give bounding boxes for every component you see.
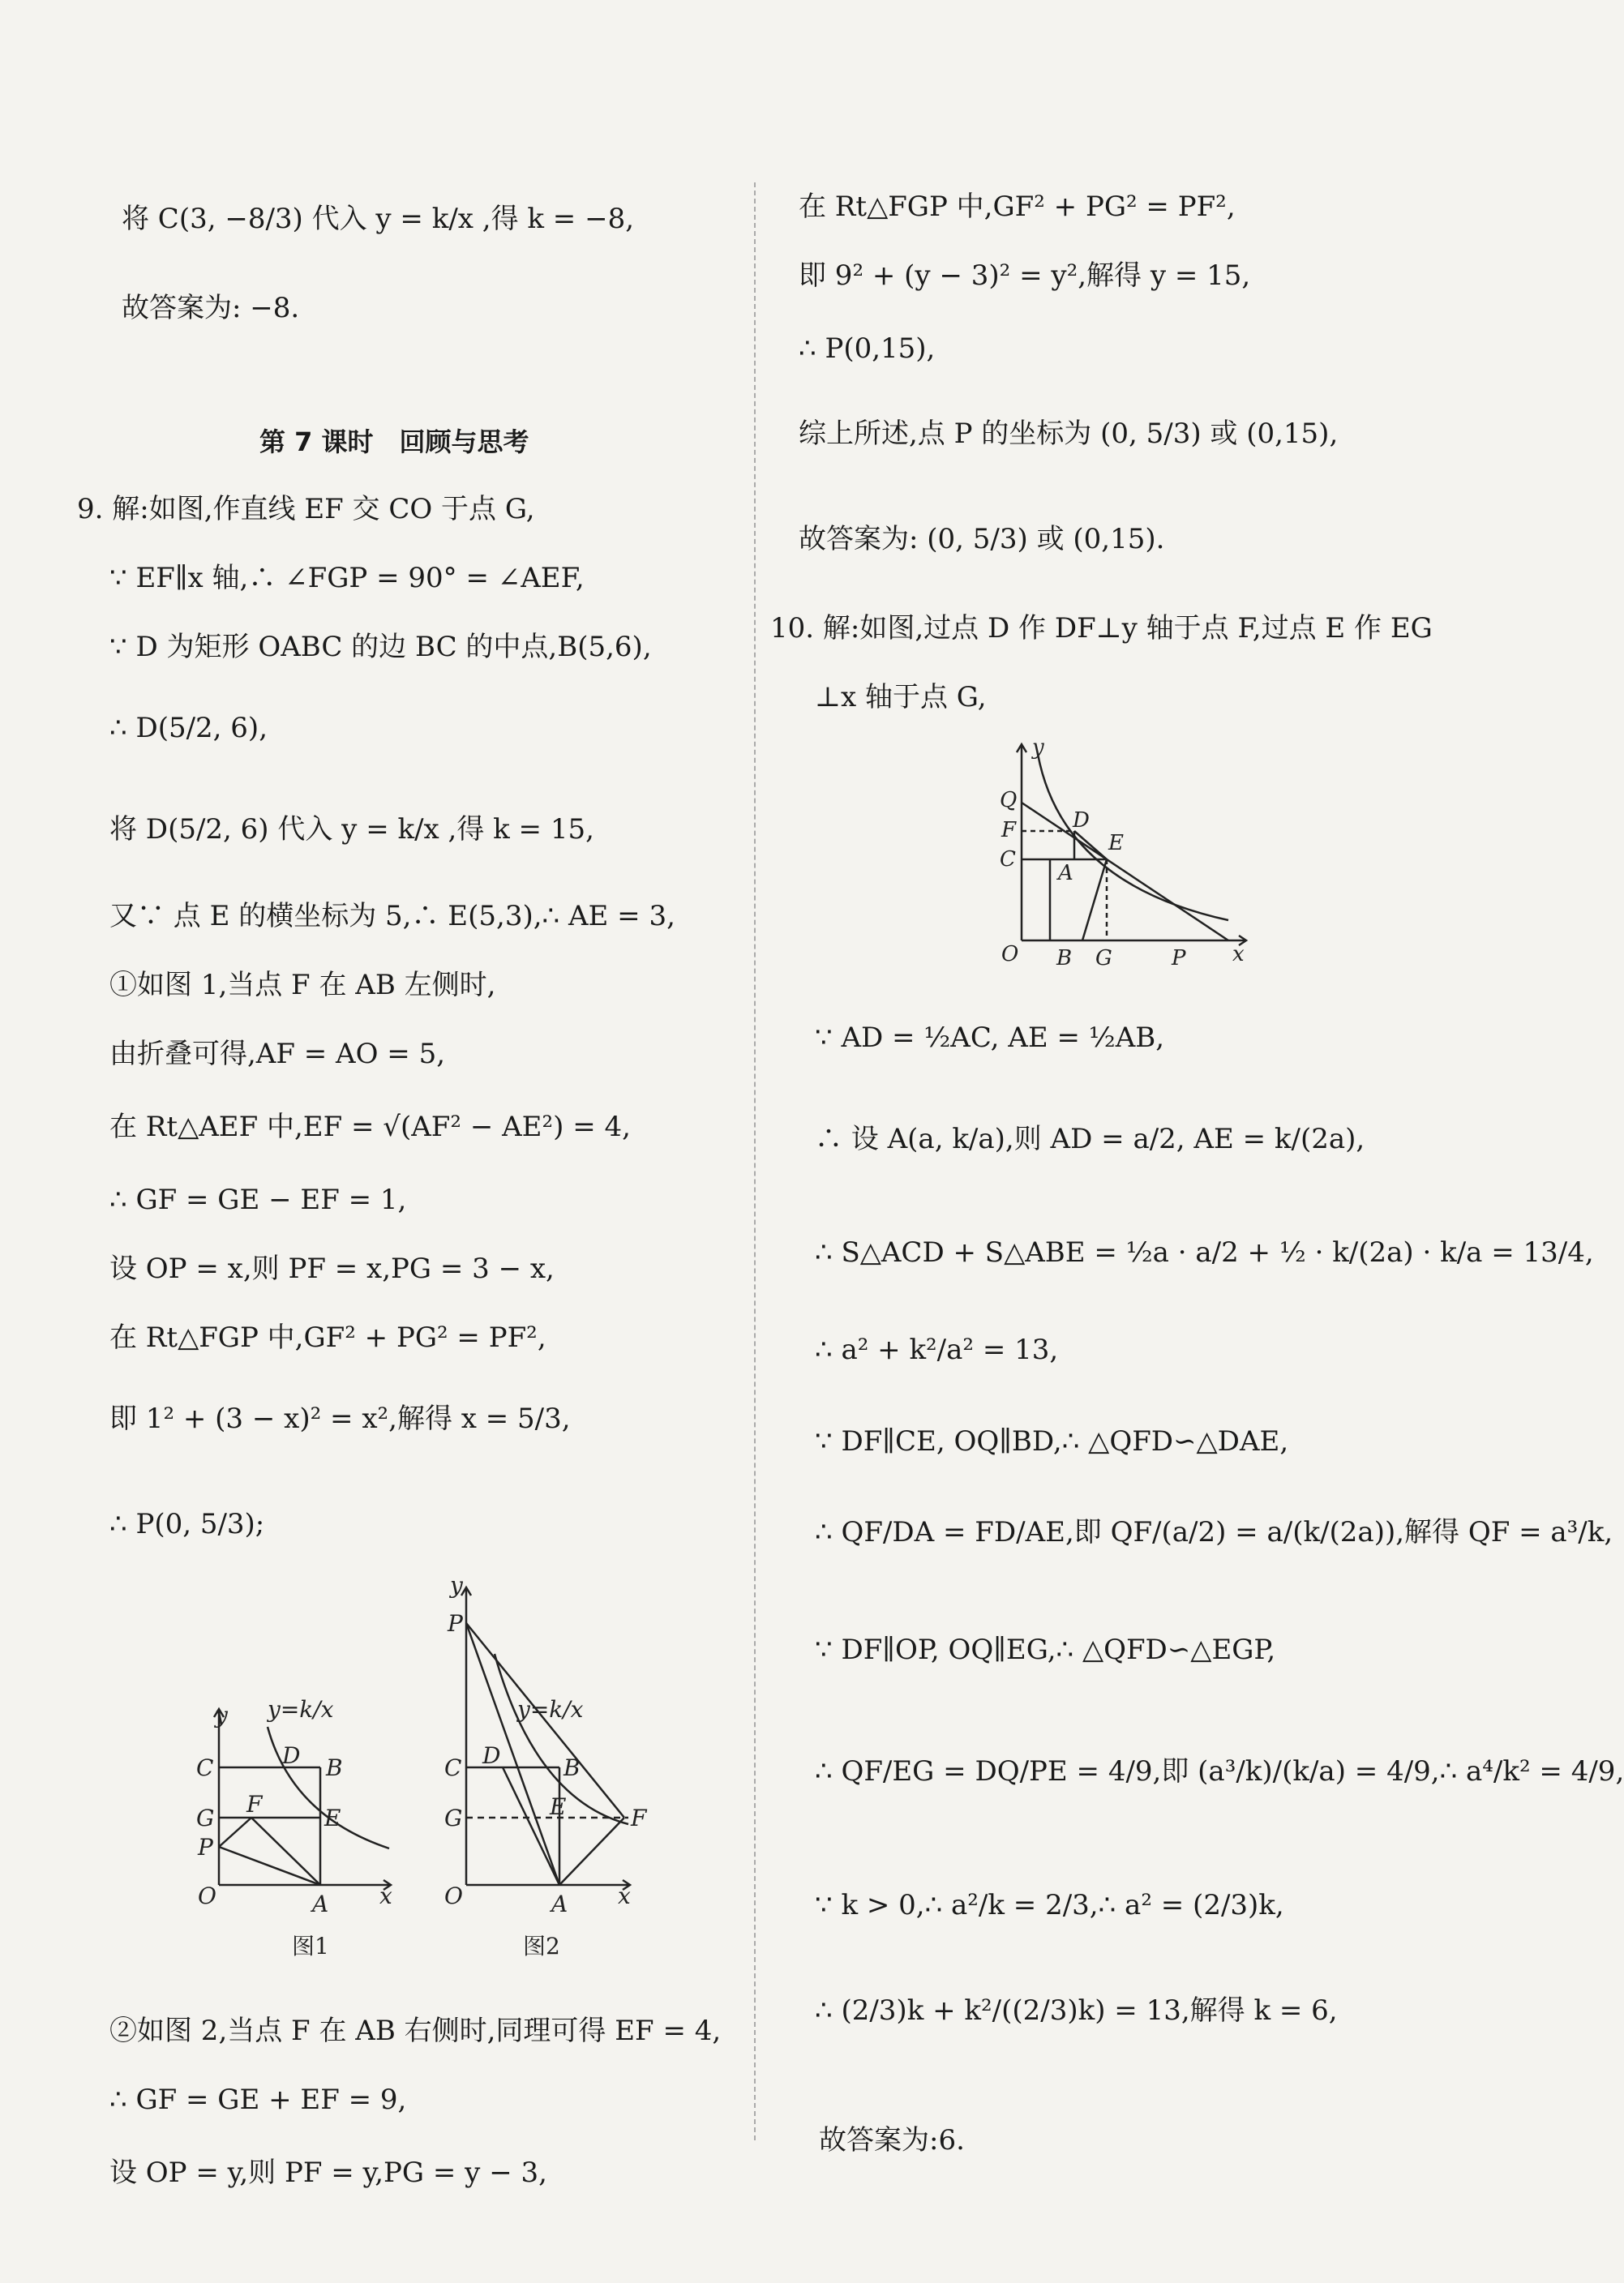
fig1-label: E xyxy=(324,1805,341,1831)
text-line: 在 Rt△FGP 中,GF² + PG² = PF², xyxy=(799,191,1236,223)
fig2-label: C xyxy=(444,1754,462,1781)
text-line: ∴ P(0,15), xyxy=(799,332,936,365)
fig3-label: P xyxy=(1172,946,1186,970)
fig3-label: G xyxy=(1095,946,1112,970)
fig3-label: A xyxy=(1058,861,1073,885)
text-line: 在 Rt△AEF 中,EF = √(AF² − AE²) = 4, xyxy=(109,1111,631,1143)
text-line: ∴ P(0, 5/3); xyxy=(109,1508,265,1540)
fig2-label: D xyxy=(482,1742,501,1769)
text-line: 又∵ 点 E 的横坐标为 5,∴ E(5,3),∴ AE = 3, xyxy=(109,900,675,932)
fig3-label: Q xyxy=(1000,788,1018,812)
fig1-label: P xyxy=(198,1834,213,1861)
text-line: 9. 解:如图,作直线 EF 交 CO 于点 G, xyxy=(77,493,535,525)
fig1-label: D xyxy=(282,1742,301,1769)
text-line: 10. 解:如图,过点 D 作 DF⊥y 轴于点 F,过点 E 作 EG xyxy=(770,612,1433,645)
fig2-label: E xyxy=(550,1793,567,1820)
text-line: ∴ GF = GE − EF = 1, xyxy=(109,1184,407,1216)
text-line: 在 Rt△FGP 中,GF² + PG² = PF², xyxy=(109,1321,546,1354)
text-line: ∴ 设 A(a, k/a),则 AD = a/2, AE = k/(2a), xyxy=(815,1123,1365,1155)
text-line: ①如图 1,当点 F 在 AB 左侧时, xyxy=(109,969,496,1001)
fig1-label: x xyxy=(379,1883,392,1909)
fig3-label: F xyxy=(1001,818,1017,842)
fig2-label: A xyxy=(551,1891,568,1917)
text-line: ∵ DF∥OP, OQ∥EG,∴ △QFD∽△EGP, xyxy=(815,1634,1276,1666)
fig3-label: D xyxy=(1073,808,1090,833)
fig1-label: y xyxy=(215,1702,228,1728)
text-line: 故答案为:6. xyxy=(819,2124,965,2157)
text-line: 故答案为: (0, 5/3) 或 (0,15). xyxy=(799,523,1165,555)
text-line: 故答案为: −8. xyxy=(122,292,300,324)
fig2-label: P xyxy=(448,1610,463,1637)
fig2-label: F xyxy=(631,1805,647,1831)
column-divider xyxy=(754,182,756,2140)
text-line: 即 1² + (3 − x)² = x²,解得 x = 5/3, xyxy=(109,1403,571,1435)
text-line: 设 OP = x,则 PF = x,PG = 3 − x, xyxy=(109,1253,555,1285)
fig2-label: y=k/x xyxy=(517,1696,584,1723)
text-line: ∴ a² + k²/a² = 13, xyxy=(815,1334,1059,1366)
fig2-label: B xyxy=(563,1754,581,1781)
fig3-label: B xyxy=(1056,946,1073,970)
text-line: ∵ AD = ½AC, AE = ½AB, xyxy=(815,1022,1165,1054)
fig1-label: F xyxy=(246,1791,263,1818)
text-line: ∵ EF∥x 轴,∴ ∠FGP = 90° = ∠AEF, xyxy=(109,562,585,594)
text-line: ∴ S△ACD + S△ABE = ½a · a/2 + ½ · k/(2a) · k/a = 13/4, xyxy=(815,1236,1594,1269)
fig2-label: x xyxy=(618,1883,631,1909)
fig3-label: x xyxy=(1232,942,1245,966)
fig1-label: C xyxy=(196,1754,214,1781)
text-line: ⊥x 轴于点 G, xyxy=(815,681,987,713)
fig2-label: G xyxy=(444,1805,463,1831)
text-line: 由折叠可得,AF = AO = 5, xyxy=(109,1038,446,1070)
fig1-label: G xyxy=(196,1805,215,1831)
fig1-label: B xyxy=(326,1754,343,1781)
fig1-label: y=k/x xyxy=(268,1696,334,1723)
figures-1-2 xyxy=(186,1573,673,1970)
text-line: ∴ GF = GE + EF = 9, xyxy=(109,2084,407,2116)
text-line: ∴ QF/DA = FD/AE,即 QF/(a/2) = a/(k/(2a)),解得 QF = a³/k, xyxy=(815,1516,1613,1548)
section-title: 第 7 课时 回顾与思考 xyxy=(259,426,529,457)
fig3-label: O xyxy=(1001,942,1019,966)
text-line: ∴ QF/EG = DQ/PE = 4/9,即 (a³/k)/(k/a) = 4/9,∴ a⁴/k² = 4/9, xyxy=(815,1755,1624,1788)
text-line: 综上所述,点 P 的坐标为 (0, 5/3) 或 (0,15), xyxy=(799,418,1339,450)
text-line: 即 9² + (y − 3)² = y²,解得 y = 15, xyxy=(799,259,1251,292)
fig1-label: A xyxy=(312,1891,329,1917)
fig3-label: C xyxy=(1000,847,1016,872)
figure-10 xyxy=(985,735,1261,973)
text-line: ∵ DF∥CE, OQ∥BD,∴ △QFD∽△DAE, xyxy=(815,1425,1289,1458)
text-line: ∴ (2/3)k + k²/((2/3)k) = 13,解得 k = 6, xyxy=(815,1994,1338,2027)
text-line: ∵ D 为矩形 OABC 的边 BC 的中点,B(5,6), xyxy=(109,631,652,663)
fig3-label: E xyxy=(1108,831,1124,855)
fig2-caption: 图2 xyxy=(523,1933,560,1960)
fig1-caption: 图1 xyxy=(292,1933,329,1960)
text-line: 将 C(3, −8/3) 代入 y = k/x ,得 k = −8, xyxy=(122,203,635,235)
text-line: ∴ D(5/2, 6), xyxy=(109,712,268,744)
text-line: 设 OP = y,则 PF = y,PG = y − 3, xyxy=(109,2157,547,2189)
fig3-label: y xyxy=(1032,735,1044,760)
text-line: ∵ k > 0,∴ a²/k = 2/3,∴ a² = (2/3)k, xyxy=(815,1889,1284,1921)
text-line: ②如图 2,当点 F 在 AB 右侧时,同理可得 EF = 4, xyxy=(109,2015,722,2047)
fig2-label: O xyxy=(444,1883,463,1909)
fig1-label: O xyxy=(198,1883,216,1909)
text-line: 将 D(5/2, 6) 代入 y = k/x ,得 k = 15, xyxy=(109,813,594,846)
fig2-label: y xyxy=(450,1572,463,1599)
